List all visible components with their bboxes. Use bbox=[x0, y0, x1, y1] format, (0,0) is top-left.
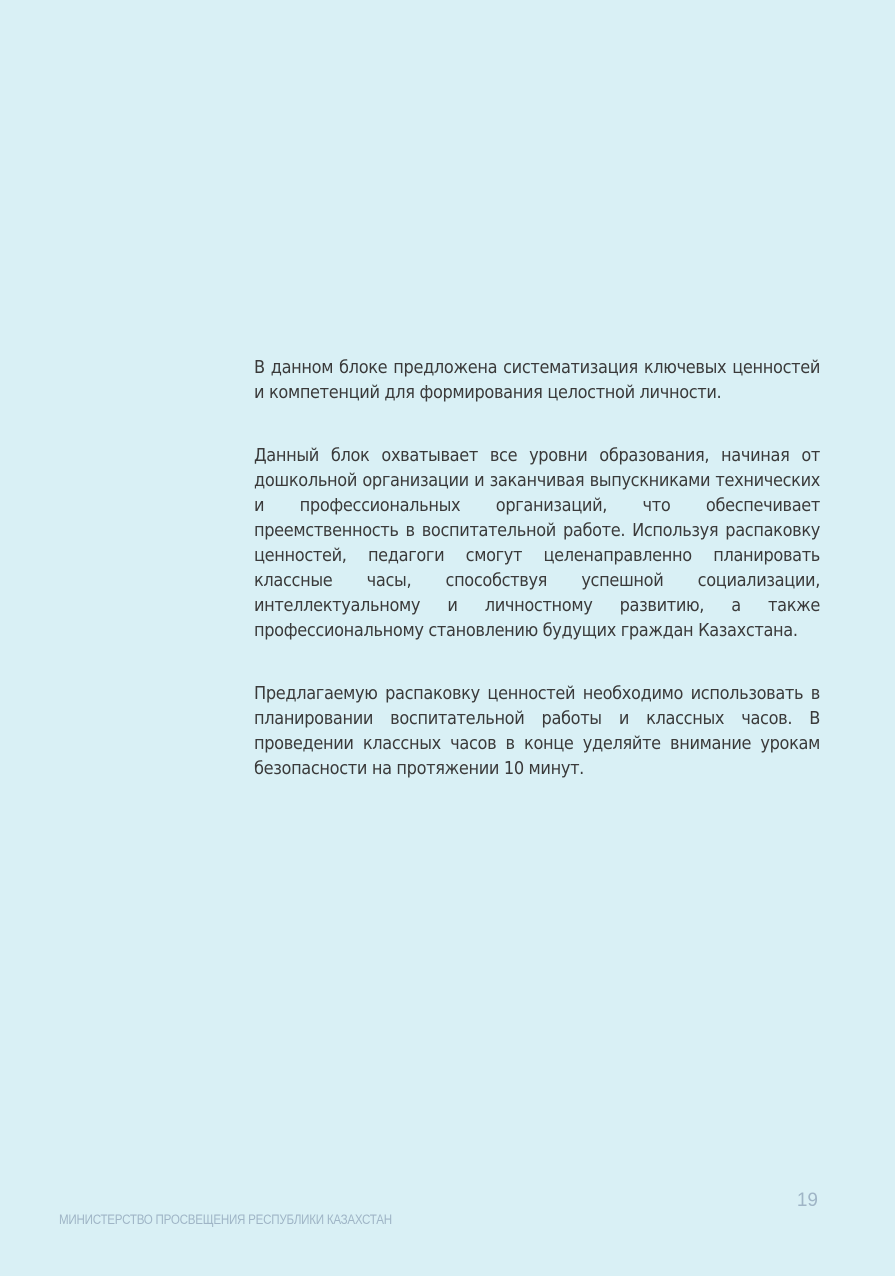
paragraph-scope: Данный блок охватывает все уровни образования, начиная от дошкольной организации и заканчивая выпускниками технических и профессиональных организаций, что обеспечивает преемственность в воспитательной работе. Используя распаковку ценностей, педагоги смогут целенаправленно планировать классные часы, способствуя успешной социализации, интеллектуальному и личностному развитию, а также профессиональному становлению будущих граждан Казахстана. bbox=[254, 445, 820, 641]
body-text bbox=[254, 355, 820, 819]
footer-ministry-name: МИНИСТЕРСТВО ПРОСВЕЩЕНИЯ РЕСПУБЛИКИ КАЗАХСТАН bbox=[59, 1212, 392, 1227]
paragraph-intro: В данном блоке предложена систематизация ключевых ценностей и компетенций для формирования целостной личности. bbox=[254, 357, 820, 403]
paragraph-usage: Предлагаемую распаковку ценностей необходимо использовать в планировании воспитательной работы и классных часов. В проведении классных часов в конце уделяйте внимание урокам безопасности на протяжении 10 минут. bbox=[254, 683, 820, 779]
page-number: 19 bbox=[796, 1190, 818, 1211]
